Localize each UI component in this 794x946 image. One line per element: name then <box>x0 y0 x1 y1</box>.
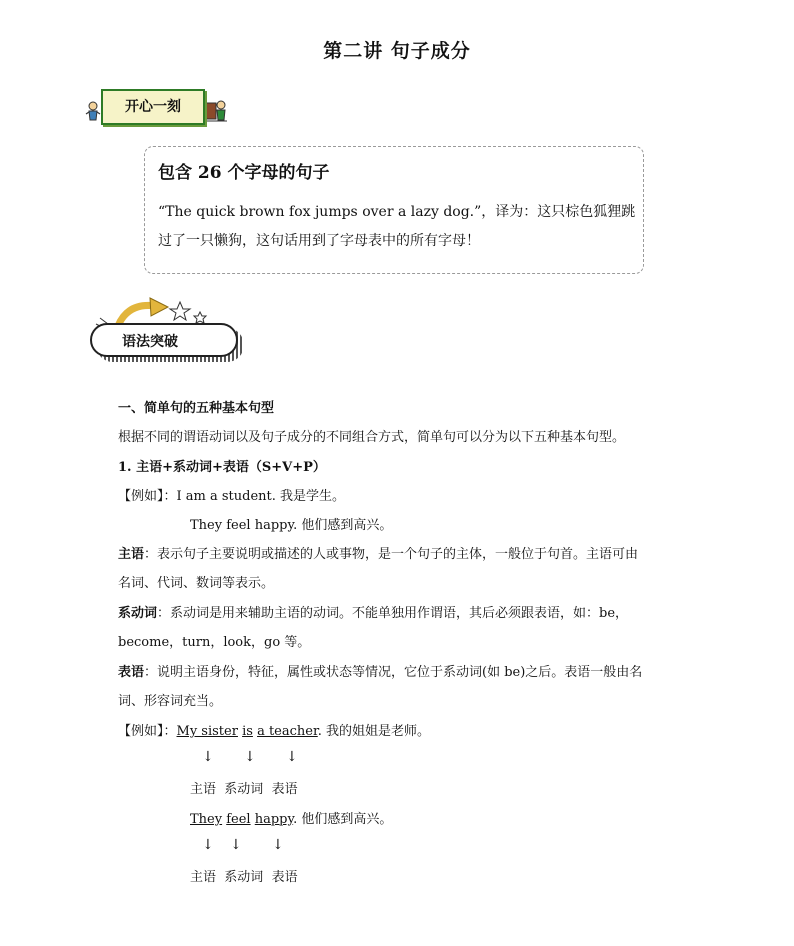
arrow-down-icon: ↓ <box>244 749 256 765</box>
role-subject: 主语 <box>190 782 217 797</box>
pattern-1-heading: 1. 主语+系动词+表语（S+V+P） <box>118 460 326 475</box>
ex4-subject: They <box>190 812 223 827</box>
role-predicative: 表语 <box>271 782 298 797</box>
role-predicative: 表语 <box>271 870 298 885</box>
example-1: I am a student. 我是学生。 <box>176 489 346 504</box>
ex4-predicative: happy <box>254 812 294 827</box>
arrow-down-icon: ↓ <box>272 837 284 853</box>
joke-box-title: 包含 26 个字母的句子 <box>158 163 330 183</box>
linking-verb-term: 系动词 <box>118 606 158 621</box>
ex3-verb: is <box>242 724 253 739</box>
arrow-down-icon: ↓ <box>230 837 242 853</box>
ex3-tail: . 我的姐姐是老师。 <box>317 724 431 739</box>
banner-label: 语法突破 <box>90 323 238 357</box>
ex3-predicative: a teacher <box>257 724 318 739</box>
arrow-down-icon: ↓ <box>286 749 298 765</box>
example-label: 【例如】： <box>118 489 177 504</box>
linking-verb-definition-line-1 <box>118 602 628 621</box>
grammar-breakthrough-banner <box>88 296 248 366</box>
joke-box-line-1: “The quick brown fox jumps over a lazy dog.”，译为：这只棕色狐狸跳 <box>158 204 636 220</box>
subject-term: 主语 <box>118 547 145 562</box>
predicative-term: 表语 <box>118 665 145 680</box>
predicative-definition: ：说明主语身份，特征，属性或状态等情况，它位于系动词(如 be)之后。表语一般由名 <box>144 665 643 680</box>
ex4-tail: . 他们感到高兴。 <box>293 812 393 827</box>
ex4-verb: feel <box>226 812 251 827</box>
happy-moment-badge <box>84 86 229 130</box>
arrow-down-icon: ↓ <box>202 749 214 765</box>
joke-box-line-2: 过了一只懒狗，这句话用到了字母表中的所有字母！ <box>158 233 480 249</box>
arrow-down-icon: ↓ <box>202 837 214 853</box>
subject-definition-line-2: 名词、代词、数词等表示。 <box>118 576 275 591</box>
linking-verb-definition-line-2: become，turn，look，go 等。 <box>118 635 311 650</box>
badge-label: 开心一刻 <box>101 89 205 125</box>
example-line-1 <box>118 485 345 504</box>
role-linking-verb: 系动词 <box>224 782 264 797</box>
example-label-2: 【例如】： <box>118 724 177 739</box>
section-intro: 根据不同的谓语动词以及句子成分的不同组合方式，简单句可以分为以下五种基本句型。 <box>118 430 626 445</box>
section-heading: 一、简单句的五种基本句型 <box>118 401 275 416</box>
subject-definition: ：表示句子主要说明或描述的人或事物，是一个句子的主体，一般位于句首。主语可由 <box>144 547 639 562</box>
role-labels-1 <box>190 778 298 797</box>
role-labels-2 <box>190 866 298 885</box>
ex3-subject: My sister <box>176 724 238 739</box>
role-linking-verb: 系动词 <box>224 870 264 885</box>
predicative-definition-line-2: 词、形容词充当。 <box>118 694 223 709</box>
example-line-3 <box>118 720 430 739</box>
example-2: They feel happy. 他们感到高兴。 <box>190 518 393 533</box>
page-title: 第二讲 句子成分 <box>323 40 471 62</box>
role-subject: 主语 <box>190 870 217 885</box>
linking-verb-definition: ：系动词是用来辅助主语的动词。不能单独用作谓语，其后必须跟表语，如：be， <box>157 606 629 621</box>
example-line-4 <box>190 808 392 827</box>
predicative-definition-line-1 <box>118 661 642 680</box>
subject-definition-line-1 <box>118 543 638 562</box>
